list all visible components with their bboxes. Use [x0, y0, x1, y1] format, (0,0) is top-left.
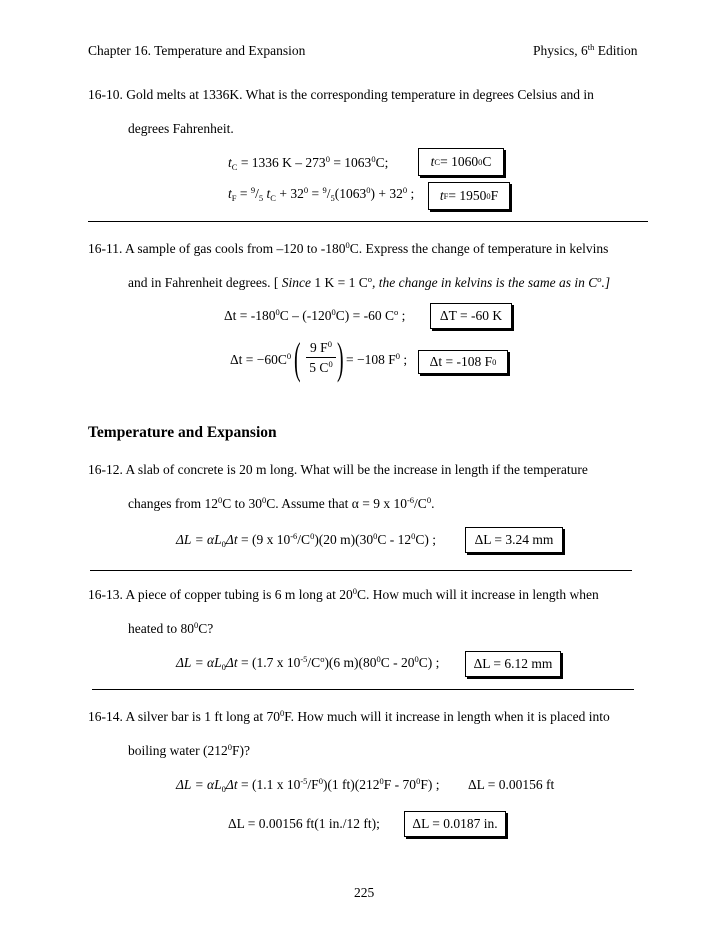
problem-16-11-line1: 16-11. A sample of gas cools from –120 to $-180^0C$. Express the change of temperature in kelvins [88, 240, 609, 256]
answer-box-fahrenheit: t F = 1950 0 F [428, 182, 510, 210]
answer-box-fahrenheit-change: Δt = -108 F 0 [418, 350, 508, 374]
page-number: 225 [354, 885, 375, 900]
problem-16-13-line2: heated to $80^0C$? [128, 620, 214, 636]
divider [88, 221, 648, 222]
answer-box-copper: ΔL = 6.12 mm [465, 651, 561, 677]
divider [92, 689, 634, 690]
problem-16-12-line2: changes from $12^0C$ to $30^0C$. Assume that α = 9 x $10^{-6}/C^0$. [128, 495, 435, 511]
answer-box-concrete: ΔL = 3.24 mm [465, 527, 563, 553]
problem-16-14-line1: 16-14. A silver bar is 1 ft long at $70^0F$. How much will it increase in length when it is placed into [88, 708, 610, 724]
problem-16-10-line1: 16-10. Gold melts at 1336K. What is the corresponding temperature in degrees Celsius and in [88, 87, 594, 102]
divider [90, 570, 632, 571]
right-paren: ) [337, 334, 344, 383]
equation-expansion-silver: $\Delta L = \alpha L_0\Delta t = (1.1$ x $10^{-5}/F^0)(1$ $ft)(212^0F - 70^0F)$ ; [176, 776, 440, 794]
left-paren: ( [294, 334, 301, 383]
result-silver-ft: ΔL = 0.00156 ft [468, 777, 555, 792]
answer-box-celsius: t C = 1060 0 C [418, 148, 504, 176]
equation-celsius: $t_C = 1336$ $K - 273^0 = 1063^0C$; [228, 154, 389, 172]
equation-delta-t: $\Delta t = -180^0C - (-120^0C) = -60$ $C^o$ ; [224, 307, 406, 323]
fraction-numerator: 9 $F^0$ [310, 339, 332, 355]
problem-16-11-line2: and in Fahrenheit degrees. [ Since 1 K = 1 $C^o$, the change in kelvins is the same as in $C^o$.] [128, 274, 611, 290]
answer-box-kelvin: ΔT = -60 K [430, 303, 512, 329]
equation-conversion-inches: ΔL = 0.00156 ft(1 in./12 ft); [228, 816, 380, 831]
equation-delta-t-fahrenheit-rhs: = −108 $F^0$ ; [346, 351, 408, 367]
problem-16-14-line2: boiling water $(212^0F)$? [128, 742, 250, 758]
equation-delta-t-fahrenheit-lhs: $\Delta t = -60C^0$ [230, 351, 292, 367]
equation-expansion-copper: $\Delta L = \alpha L_0\Delta t = (1.7$ x $10^{-5}/C^o)(6$ $m)(80^0C - 20^0C)$ ; [176, 654, 440, 672]
section-heading: Temperature and Expansion [88, 424, 277, 441]
equation-expansion-concrete: $\Delta L = \alpha L_0\Delta t = (9$ x $10^{-6}/C^0)(20$ $m)(30^0C - 12^0C)$ ; [176, 531, 437, 549]
fraction-bar [306, 357, 336, 358]
problem-16-12-line1: 16-12. A slab of concrete is 20 m long. What will be the increase in length if the temperature [88, 462, 588, 477]
header-edition: Physics, 6th Edition [533, 42, 638, 58]
answer-box-silver: ΔL = 0.0187 in. [404, 811, 506, 837]
fraction-denominator: 5 $C^0$ [309, 359, 333, 375]
header-chapter: Chapter 16. Temperature and Expansion [88, 43, 306, 58]
problem-16-10-line2: degrees Fahrenheit. [128, 121, 234, 136]
problem-16-13-line1: 16-13. A piece of copper tubing is 6 m long at $20^0C$. How much will it increase in length when [88, 586, 599, 602]
equation-fahrenheit: $t_F = ^9/_5$ $t_C + 32^0 = ^9/_5(1063^0) + 32^0$ ; [228, 185, 415, 203]
